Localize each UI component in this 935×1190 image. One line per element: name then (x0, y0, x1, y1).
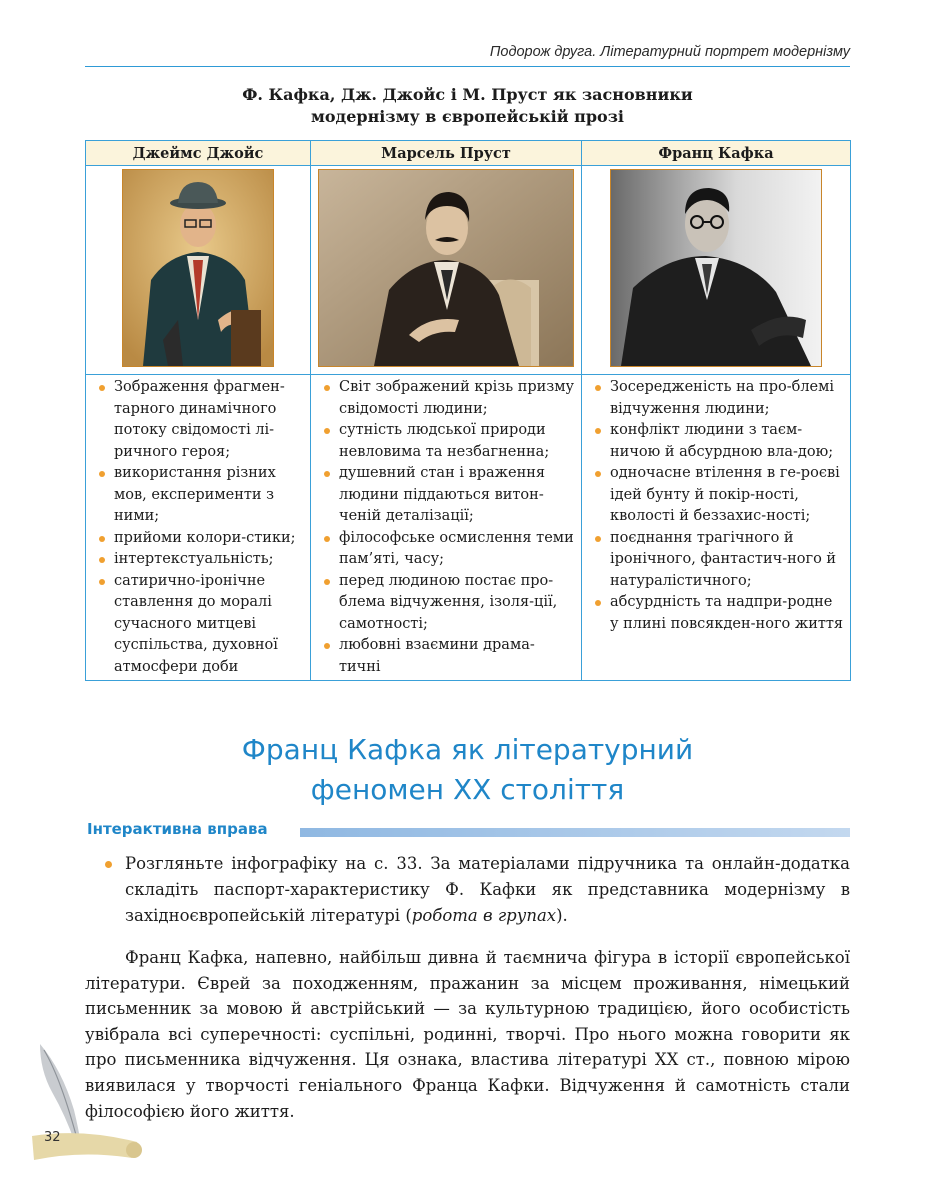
kafka-portrait (610, 169, 822, 367)
list-item: любовні взаємини драма-тичні (319, 635, 575, 678)
header-rule (85, 66, 850, 67)
photo-cell-joyce (86, 166, 311, 375)
interactive-task (105, 851, 850, 929)
quill-decoration (22, 1040, 152, 1174)
table-title-line2: модернізму в європейській прозі (310, 107, 624, 126)
list-item: душевний стан і враження людини піддаються витон-ченій деталізації; (319, 463, 575, 528)
table-title (85, 84, 850, 128)
section-title-line2: феномен XX століття (310, 773, 625, 806)
interactive-label: Інтерактивна вправа (87, 820, 274, 838)
list-item: перед людиною постає про-блема відчуження, ізоля-ції, самотності; (319, 571, 575, 636)
list-item: прийоми колори-стики; (94, 528, 304, 550)
list-item: використання різних мов, експерименти з ними; (94, 463, 304, 528)
paragraph-text: Франц Кафка, напевно, найбільш дивна й таємнича фігура в історії європейської літератури. Єврей за походженням, пражанин за місцем проживання, німецький письменник за мовою й австрійський — за культурною традицією, його особистість увібрала всі суперечності: суспільні, родинні, творчі. Про нього можна говорити як про письменника відчуження. Ця ознака, властива літературі XX ст., повною мірою виявилася у творчості геніального Франца Кафки. Відчуження й самотність стали філософією його життя. (85, 948, 850, 1121)
features-row (86, 375, 851, 681)
task-bullet (105, 861, 112, 868)
features-joyce (86, 375, 311, 681)
column-header-kafka: Франц Кафка (582, 141, 851, 166)
task-end: ). (556, 906, 568, 925)
table-title-line1: Ф. Кафка, Дж. Джойс і М. Пруст як засновники (242, 85, 693, 104)
list-item: Зосередженість на про-блемі відчуження людини; (590, 377, 844, 420)
interactive-bar (300, 828, 850, 837)
section-title (85, 730, 850, 810)
photo-cell-proust (311, 166, 582, 375)
list-item: Зображення фрагмен-тарного динамічного потоку свідомості лі-ричного героя; (94, 377, 304, 463)
photo-row (86, 166, 851, 375)
list-item: абсурдність та надпри-родне у плині повсякден-ного життя (590, 592, 844, 635)
list-item: інтертекстуальність; (94, 549, 304, 571)
list-item: філософське осмислення теми пам’яті, часу; (319, 528, 575, 571)
proust-portrait (318, 169, 574, 367)
page-number: 32 (44, 1130, 61, 1145)
column-header-joyce: Джеймс Джойс (86, 141, 311, 166)
running-head: Подорож друга. Літературний портрет модернізму (489, 44, 850, 60)
column-header-proust: Марсель Пруст (311, 141, 582, 166)
list-item: одночасне втілення в ге-роєві ідей бунту й покір-ності, кволості й беззахис-ності; (590, 463, 844, 528)
task-text: Розгляньте інфографіку на с. 33. За матеріалами підручника та онлайн-додатка складіть паспорт-характеристику Ф. Кафки як представника модернізму в західноєвропейській літературі ( (125, 854, 850, 925)
features-kafka (582, 375, 851, 681)
comparison-table (85, 140, 851, 681)
list-item: сутність людської природи невловима та незбагненна; (319, 420, 575, 463)
task-italic: робота в групах (411, 906, 557, 925)
list-item: поєднання трагічного й іронічного, фантастич-ного й натуралістичного; (590, 528, 844, 593)
list-item: конфлікт людини з таєм-ничою й абсурдною вла-дою; (590, 420, 844, 463)
photo-cell-kafka (582, 166, 851, 375)
features-proust (311, 375, 582, 681)
main-paragraph (85, 945, 850, 1124)
table-header-row (86, 141, 851, 166)
joyce-portrait (122, 169, 274, 367)
list-item: сатирично-іронічне ставлення до моралі сучасного митцеві суспільства, духовної атмосфери доби (94, 571, 304, 679)
section-title-line1: Франц Кафка як літературний (241, 733, 694, 766)
list-item: Світ зображений крізь призму свідомості людини; (319, 377, 575, 420)
